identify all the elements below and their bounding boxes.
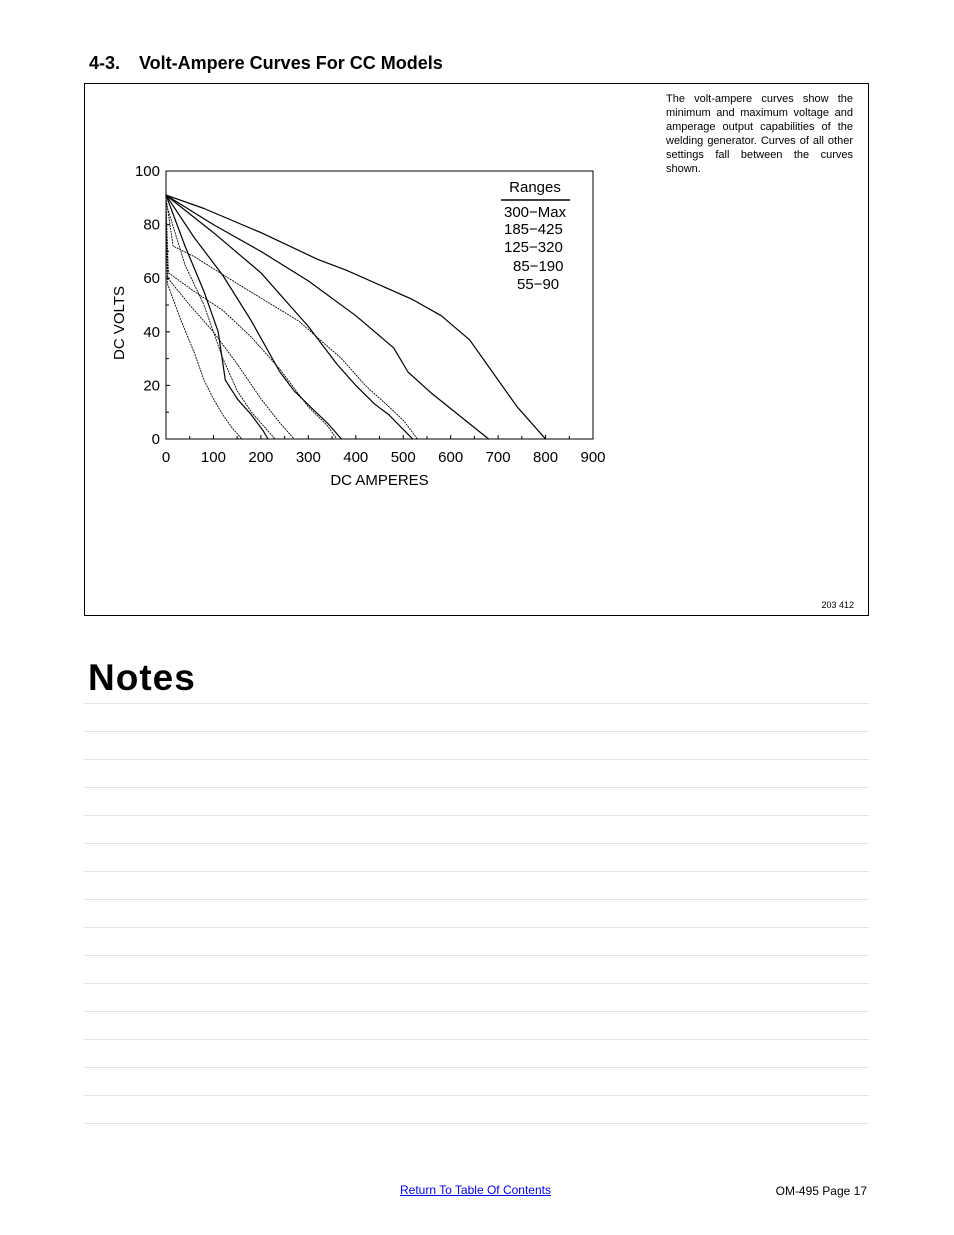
note-line: [84, 955, 869, 956]
x-tick-label: 300: [295, 449, 321, 466]
y-tick-label: 60: [143, 270, 160, 288]
return-to-toc-link[interactable]: Return To Table Of Contents: [400, 1183, 551, 1197]
legend-item: 55−90: [517, 276, 560, 293]
y-tick-label: 40: [143, 323, 160, 341]
note-line: [84, 731, 869, 732]
note-line: [84, 899, 869, 900]
legend-item: 185−425: [504, 221, 563, 238]
series-curve-85-190-min: [166, 206, 294, 439]
figure-box: [84, 83, 869, 616]
section-heading: [89, 53, 443, 74]
y-axis-label: DC VOLTS: [111, 286, 128, 360]
x-tick-label: 900: [580, 449, 606, 466]
y-tick-label: 100: [134, 163, 160, 180]
note-line: [84, 1123, 869, 1124]
x-tick-label: 100: [200, 449, 226, 466]
y-tick-label: 0: [151, 431, 160, 448]
legend-item: 125−320: [504, 239, 563, 256]
chart-labels: [111, 179, 570, 489]
x-tick-label: 400: [343, 449, 369, 466]
note-line: [84, 927, 869, 928]
notes-title: Notes: [88, 657, 196, 698]
figure-id: 203 412: [821, 600, 854, 610]
x-axis-label: DC AMPERES: [330, 472, 429, 489]
note-line: [84, 1039, 869, 1040]
section-title: Volt-Ampere Curves For CC Models: [139, 53, 443, 73]
series-curve-85-190-max: [166, 195, 268, 439]
note-line: [84, 815, 869, 816]
note-line: [84, 787, 869, 788]
section-number: 4-3.: [89, 53, 121, 73]
series-curve-300-Max-max: [166, 195, 546, 439]
series-curve-185-425-max: [166, 195, 413, 439]
note-line: [84, 871, 869, 872]
x-tick-label: 200: [248, 449, 274, 466]
x-tick-label: 500: [390, 449, 416, 466]
legend-title: Ranges: [509, 179, 561, 196]
x-tick-label: 700: [485, 449, 511, 466]
series-curve-185-425-min: [166, 198, 418, 439]
x-tick-label: 800: [533, 449, 559, 466]
series-curve-55-90-min: [166, 209, 242, 440]
x-tick-label: 0: [161, 449, 171, 466]
x-tick-label: 600: [438, 449, 464, 466]
note-line: [84, 1095, 869, 1096]
note-line: [84, 843, 869, 844]
series-curve-300-Max-min: [166, 195, 489, 439]
y-tick-label: 20: [143, 377, 160, 395]
note-line: [84, 1067, 869, 1068]
series-curve-125-320-max: [166, 195, 342, 439]
page-number: OM-495 Page 17: [775, 1184, 867, 1198]
y-tick-label: 80: [143, 216, 160, 234]
note-line: [84, 703, 869, 704]
figure-description: The volt-ampere curves show the minimum and maximum voltage and amperage output capabilities of the welding generator. Curves of all other settings fall between the curves shown.: [666, 93, 853, 175]
note-line: [84, 1011, 869, 1012]
legend-item: 300−Max: [504, 204, 567, 221]
note-line: [84, 983, 869, 984]
legend-item: 85−190: [513, 258, 564, 275]
chart-series: [166, 195, 546, 439]
note-line: [84, 759, 869, 760]
